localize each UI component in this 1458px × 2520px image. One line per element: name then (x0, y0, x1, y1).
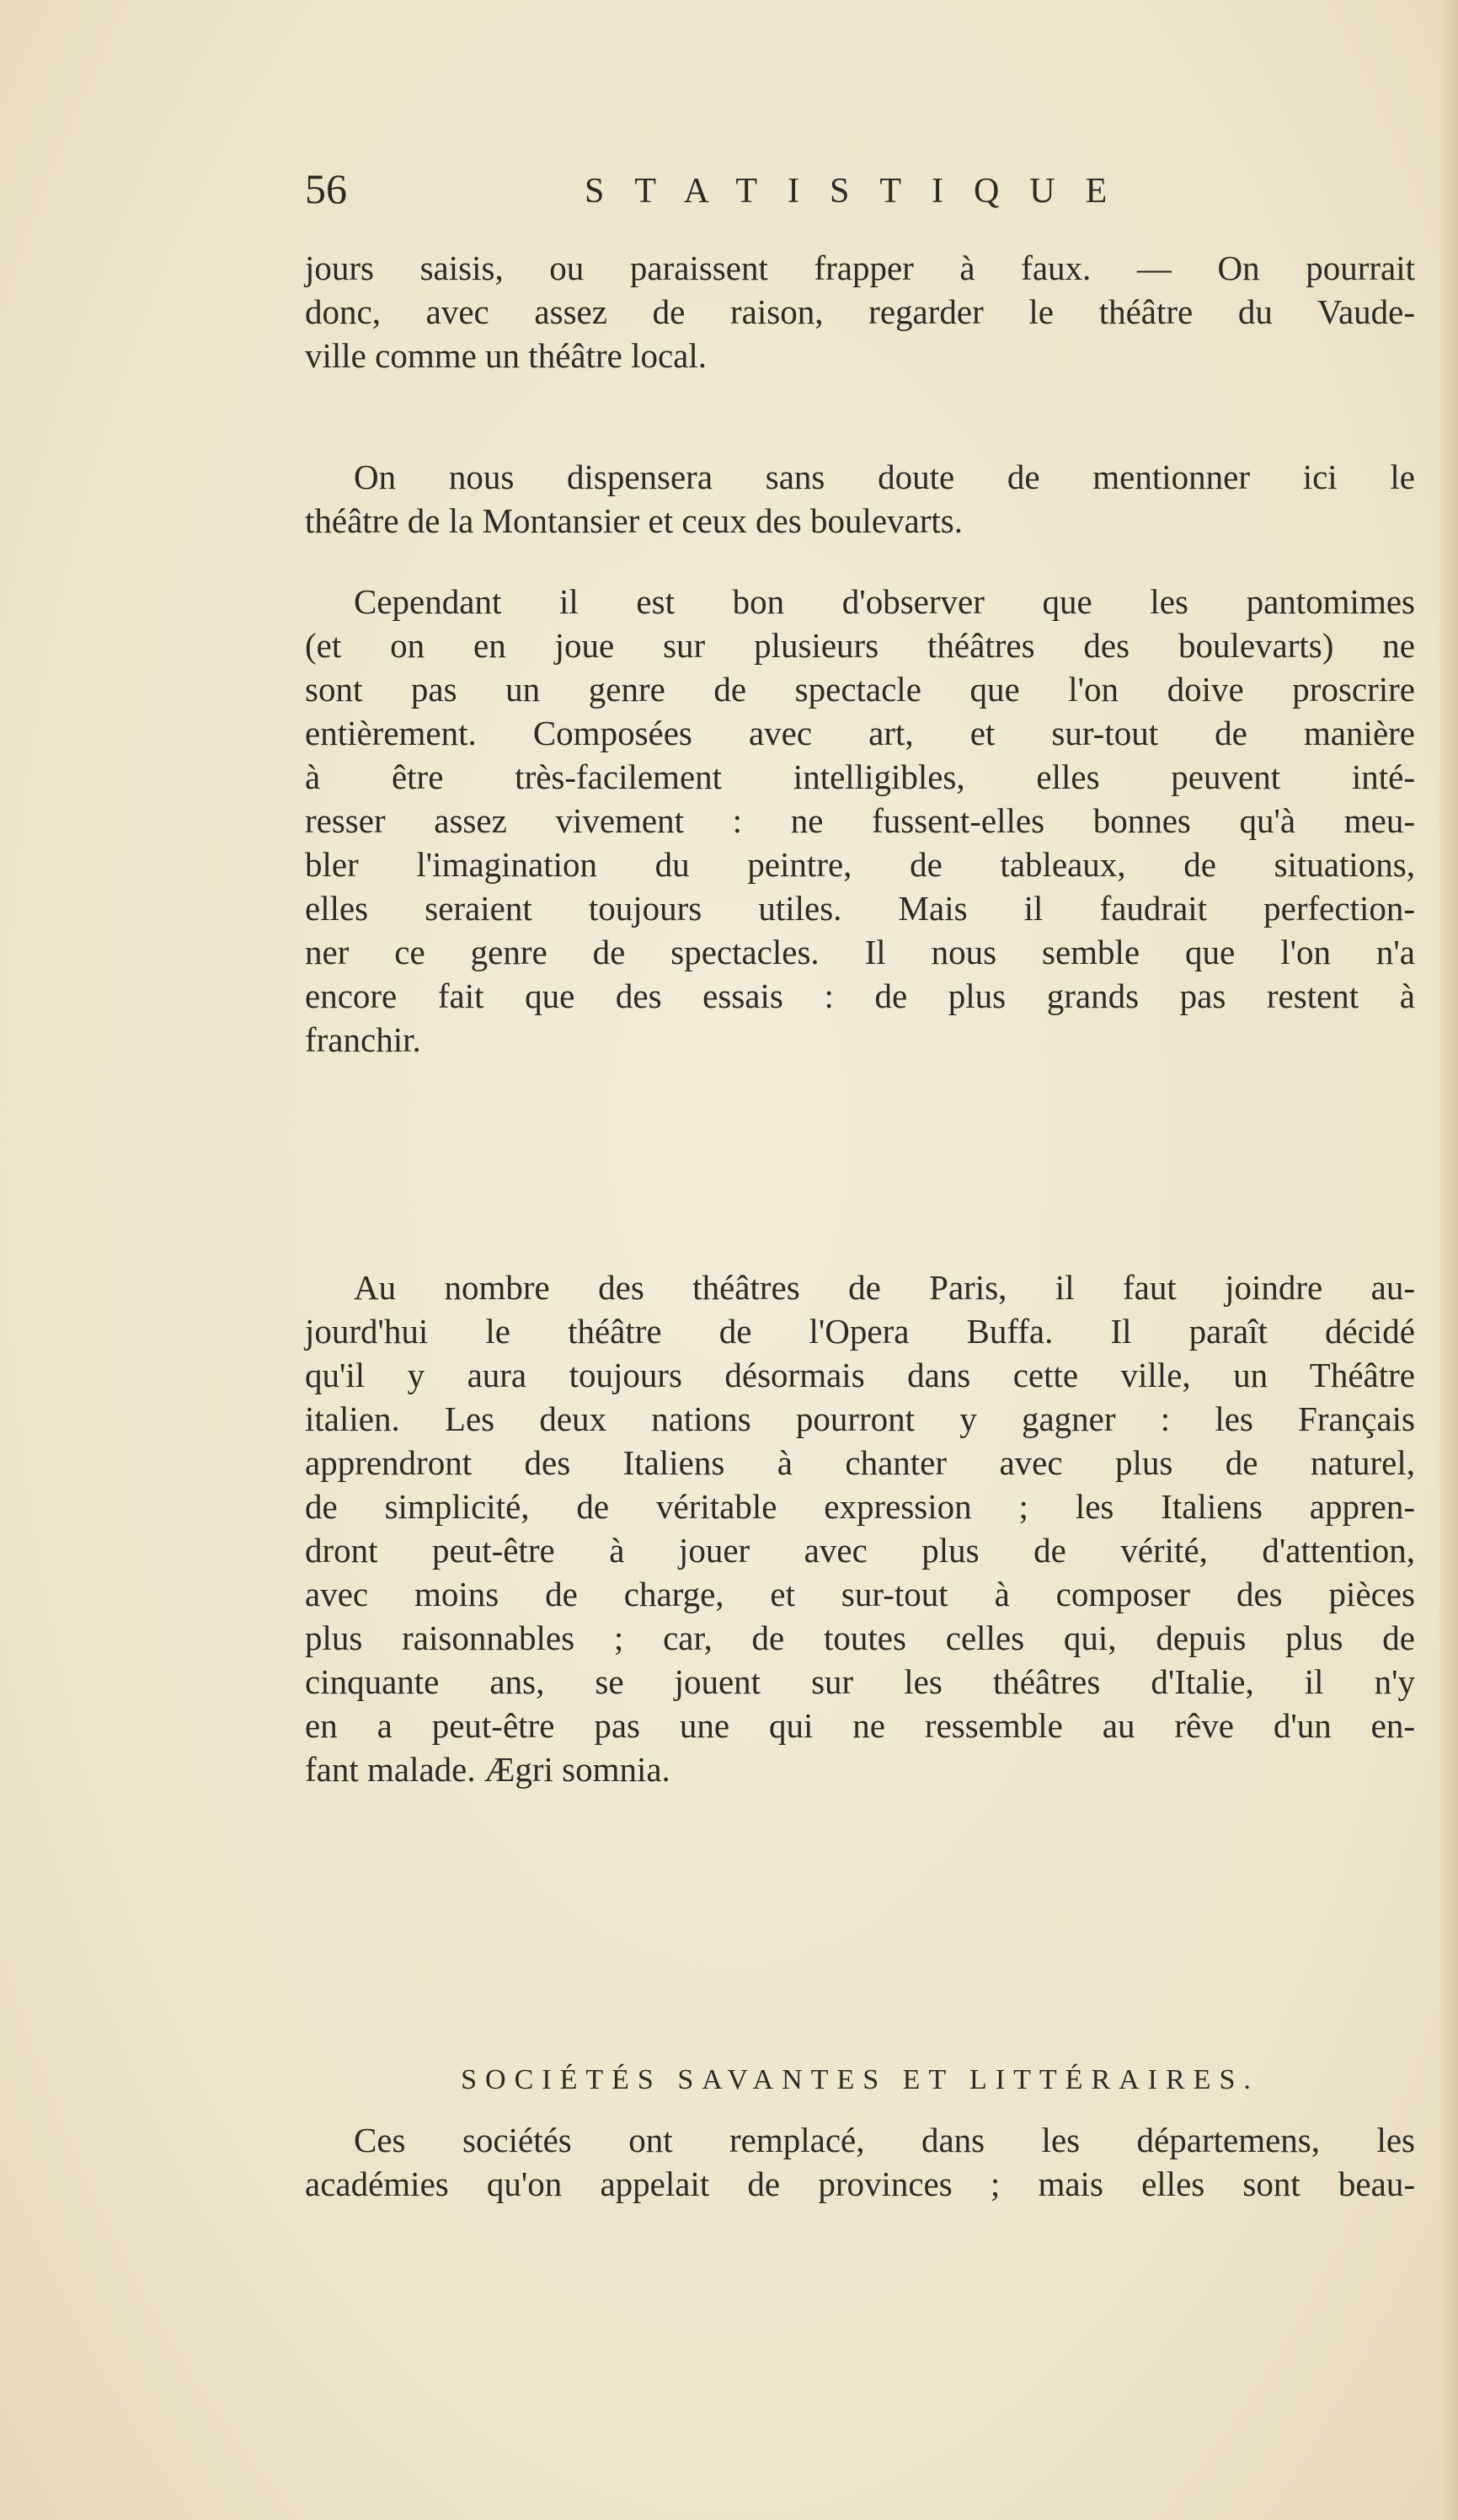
running-header (305, 164, 1415, 223)
page-number: 56 (305, 165, 347, 212)
text-line: (et on en joue sur plusieurs théâtres des boulevarts) ne (305, 626, 1415, 665)
text-line: qu'il y aura toujours désormais dans cette ville, un Théâtre (305, 1356, 1415, 1394)
page-edge-shadow (1439, 0, 1458, 2520)
paragraph-montansier (305, 455, 1415, 543)
text-line: ner ce genre de spectacles. Il nous semble que l'on n'a (305, 933, 1415, 971)
text-line: plus raisonnables ; car, de toutes celles qui, depuis plus de (305, 1618, 1415, 1657)
text-line: en a peut-être pas une qui ne ressemble au rêve d'un en- (305, 1706, 1415, 1745)
text-line: cinquante ans, se jouent sur les théâtres d'Italie, il n'y (305, 1662, 1415, 1701)
text-line: de simplicité, de véritable expression ; les Italiens appren- (305, 1487, 1415, 1526)
running-title: STATISTIQUE (585, 172, 1138, 211)
text-line: On nous dispensera sans doute de mentionner ici le (354, 457, 1415, 496)
text-line: elles seraient toujours utiles. Mais il faudrait perfection- (305, 889, 1415, 928)
paragraph-pantomimes (305, 580, 1415, 1062)
text-line: Cependant il est bon d'observer que les pantomimes (354, 582, 1415, 621)
text-line: ville comme un théâtre local. (305, 336, 708, 375)
text-line: bler l'imagination du peintre, de tableaux, de situations, (305, 845, 1415, 884)
text-line: avec moins de charge, et sur-tout à composer des pièces (305, 1575, 1415, 1613)
text-line: Au nombre des théâtres de Paris, il faut joindre au- (354, 1268, 1415, 1307)
text-line: fant malade. Ægri somnia. (305, 1750, 670, 1789)
text-line: dront peut-être à jouer avec plus de vérité, d'attention, (305, 1531, 1415, 1570)
text-line: encore fait que des essais : de plus grands pas restent à (305, 976, 1415, 1015)
text-line: donc, avec assez de raison, regarder le théâtre du Vaude- (305, 292, 1415, 331)
text-line: resser assez vivement : ne fussent-elles bonnes qu'à meu- (305, 801, 1415, 840)
paragraph-vaudeville (305, 246, 1415, 377)
text-line: italien. Les deux nations pourront y gagner : les Français (305, 1399, 1415, 1438)
text-line: à être très-facilement intelligibles, elles peuvent inté- (305, 757, 1415, 796)
text-line: sont pas un genre de spectacle que l'on doive proscrire (305, 670, 1415, 709)
section-societes (305, 2025, 1415, 2206)
section-heading: SOCIÉTÉS SAVANTES ET LITTÉRAIRES. (461, 2064, 1259, 2095)
text-line: académies qu'on appelait de provinces ; mais elles sont beau- (305, 2164, 1415, 2203)
text-line: franchir. (305, 1020, 421, 1059)
text-line: jours saisis, ou paraissent frapper à faux. — On pourrait (305, 249, 1415, 287)
text-line: apprendront des Italiens à chanter avec plus de naturel, (305, 1443, 1415, 1482)
text-line: jourd'hui le théâtre de l'Opera Buffa. Il paraît décidé (305, 1312, 1415, 1351)
paragraph-opera-buffa (305, 1265, 1415, 1791)
text-line: entièrement. Composées avec art, et sur-tout de manière (305, 714, 1415, 752)
text-line: Ces sociétés ont remplacé, dans les départemens, les (354, 2121, 1415, 2159)
text-line: théâtre de la Montansier et ceux des boulevarts. (305, 501, 963, 540)
